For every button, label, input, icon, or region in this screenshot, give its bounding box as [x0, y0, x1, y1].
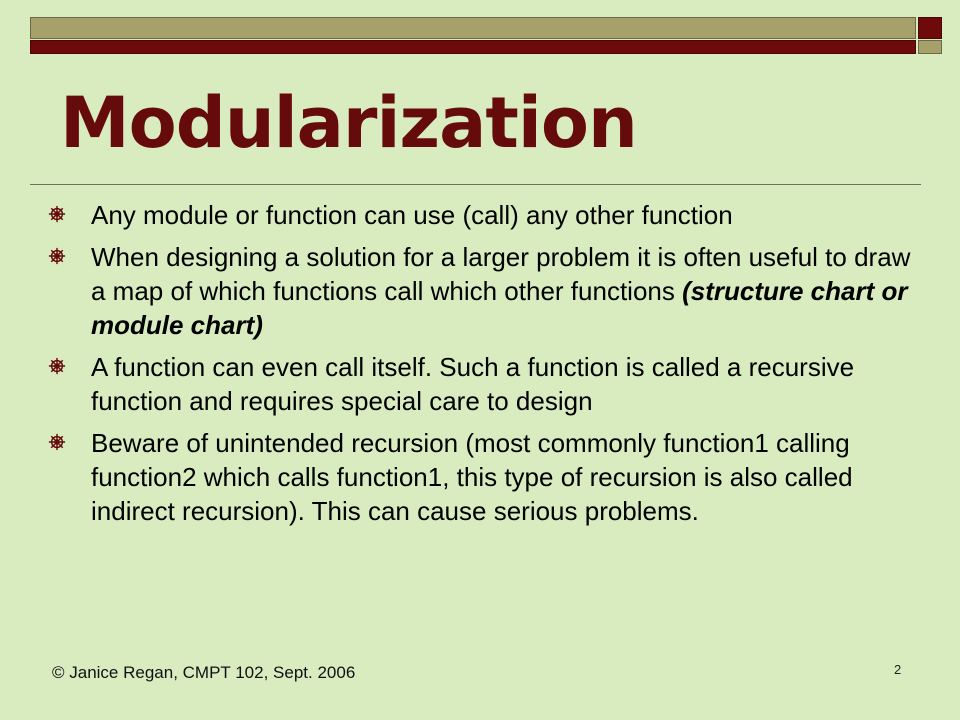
ornament-bullet-icon	[48, 205, 66, 223]
page-number: 2	[894, 662, 902, 677]
ornament-bullet-icon	[48, 357, 66, 375]
bullet-text: Any module or function can use (call) any other function	[91, 200, 733, 230]
ornament-bullet-icon	[48, 433, 66, 451]
decorative-bar-maroon	[30, 40, 916, 54]
bullet-item	[44, 350, 914, 418]
decorative-square-olive	[918, 40, 942, 54]
bullet-item	[44, 426, 914, 528]
ornament-bullet-icon	[48, 247, 66, 265]
bullet-emphasis-text: (structure chart or module chart)	[91, 276, 908, 340]
slide-title: Modularization	[60, 82, 637, 164]
bullet-item	[44, 240, 914, 342]
bullet-text: A function can even call itself. Such a function is called a recursive function and requires special care to design	[91, 352, 855, 416]
bullet-item	[44, 198, 914, 232]
title-divider	[30, 184, 921, 185]
decorative-bar-olive	[30, 17, 916, 39]
bullet-list	[44, 198, 914, 536]
bullet-text: Beware of unintended recursion (most commonly function1 calling function2 which calls function1, this type of recursion is also called indirect recursion). This can cause serious problems.	[91, 428, 853, 526]
footer-copyright: © Janice Regan, CMPT 102, Sept. 2006	[52, 663, 356, 682]
decorative-square-maroon	[918, 17, 942, 39]
bullet-text: When designing a solution for a larger problem it is often useful to draw a map of which functions call which other functions	[91, 242, 911, 306]
